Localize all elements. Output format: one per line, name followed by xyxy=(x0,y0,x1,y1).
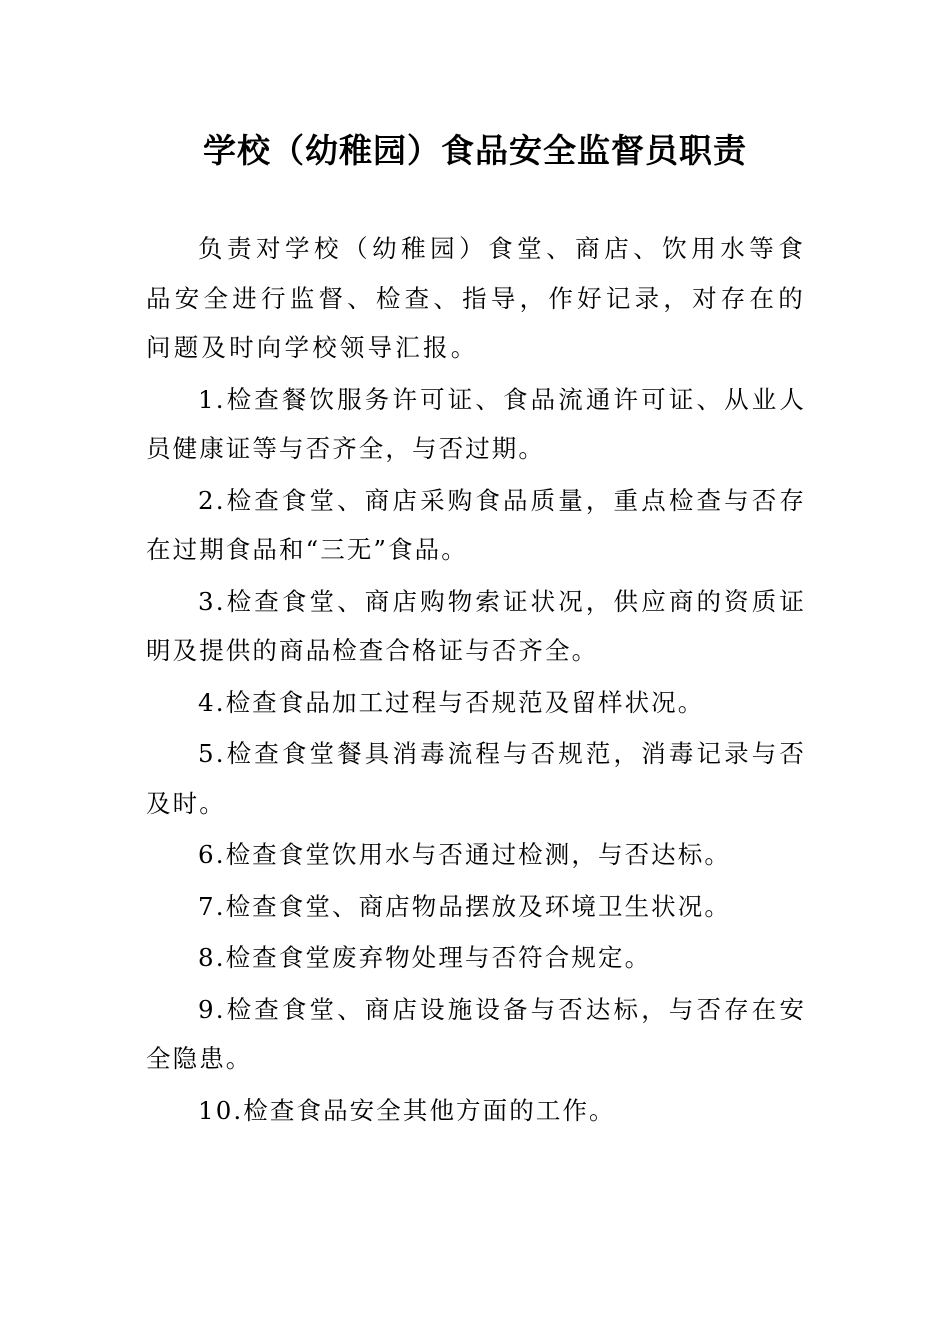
duty-item-10: 10.检查食品安全其他方面的工作。 xyxy=(198,1095,616,1125)
duty-item-5: 5.检查食堂餐具消毒流程与否规范，消毒记录与否及时。 xyxy=(146,739,806,818)
document-title: 学校（幼稚园）食品安全监督员职责 xyxy=(203,131,747,170)
duty-item-4: 4.检查食品加工过程与否规范及留样状况。 xyxy=(198,687,705,717)
duty-item-7: 7.检查食堂、商店物品摆放及环境卫生状况。 xyxy=(198,891,731,921)
duty-item-8: 8.检查食堂废弃物处理与否符合规定。 xyxy=(198,943,652,972)
duty-item-9: 9.检查食堂、商店设施设备与否达标，与否存在安全隐患。 xyxy=(146,994,806,1073)
document-body xyxy=(146,224,806,1137)
duty-item-3: 3.检查食堂、商店购物索证状况，供应商的资质证明及提供的商品检查合格证与否齐全。 xyxy=(146,586,806,665)
intro-paragraph: 负责对学校（幼稚园）食堂、商店、饮用水等食品安全进行监督、检查、指导，作好记录，对存在的问题及时向学校领导汇报。 xyxy=(146,234,806,362)
duty-item-6: 6.检查食堂饮用水与否通过检测，与否达标。 xyxy=(198,840,731,869)
duty-item-1: 1.检查餐饮服务许可证、食品流通许可证、从业人员健康证等与否齐全，与否过期。 xyxy=(146,384,806,463)
duty-item-2: 2.检查食堂、商店采购食品质量，重点检查与否存在过期食品和“三无”食品。 xyxy=(146,485,806,564)
